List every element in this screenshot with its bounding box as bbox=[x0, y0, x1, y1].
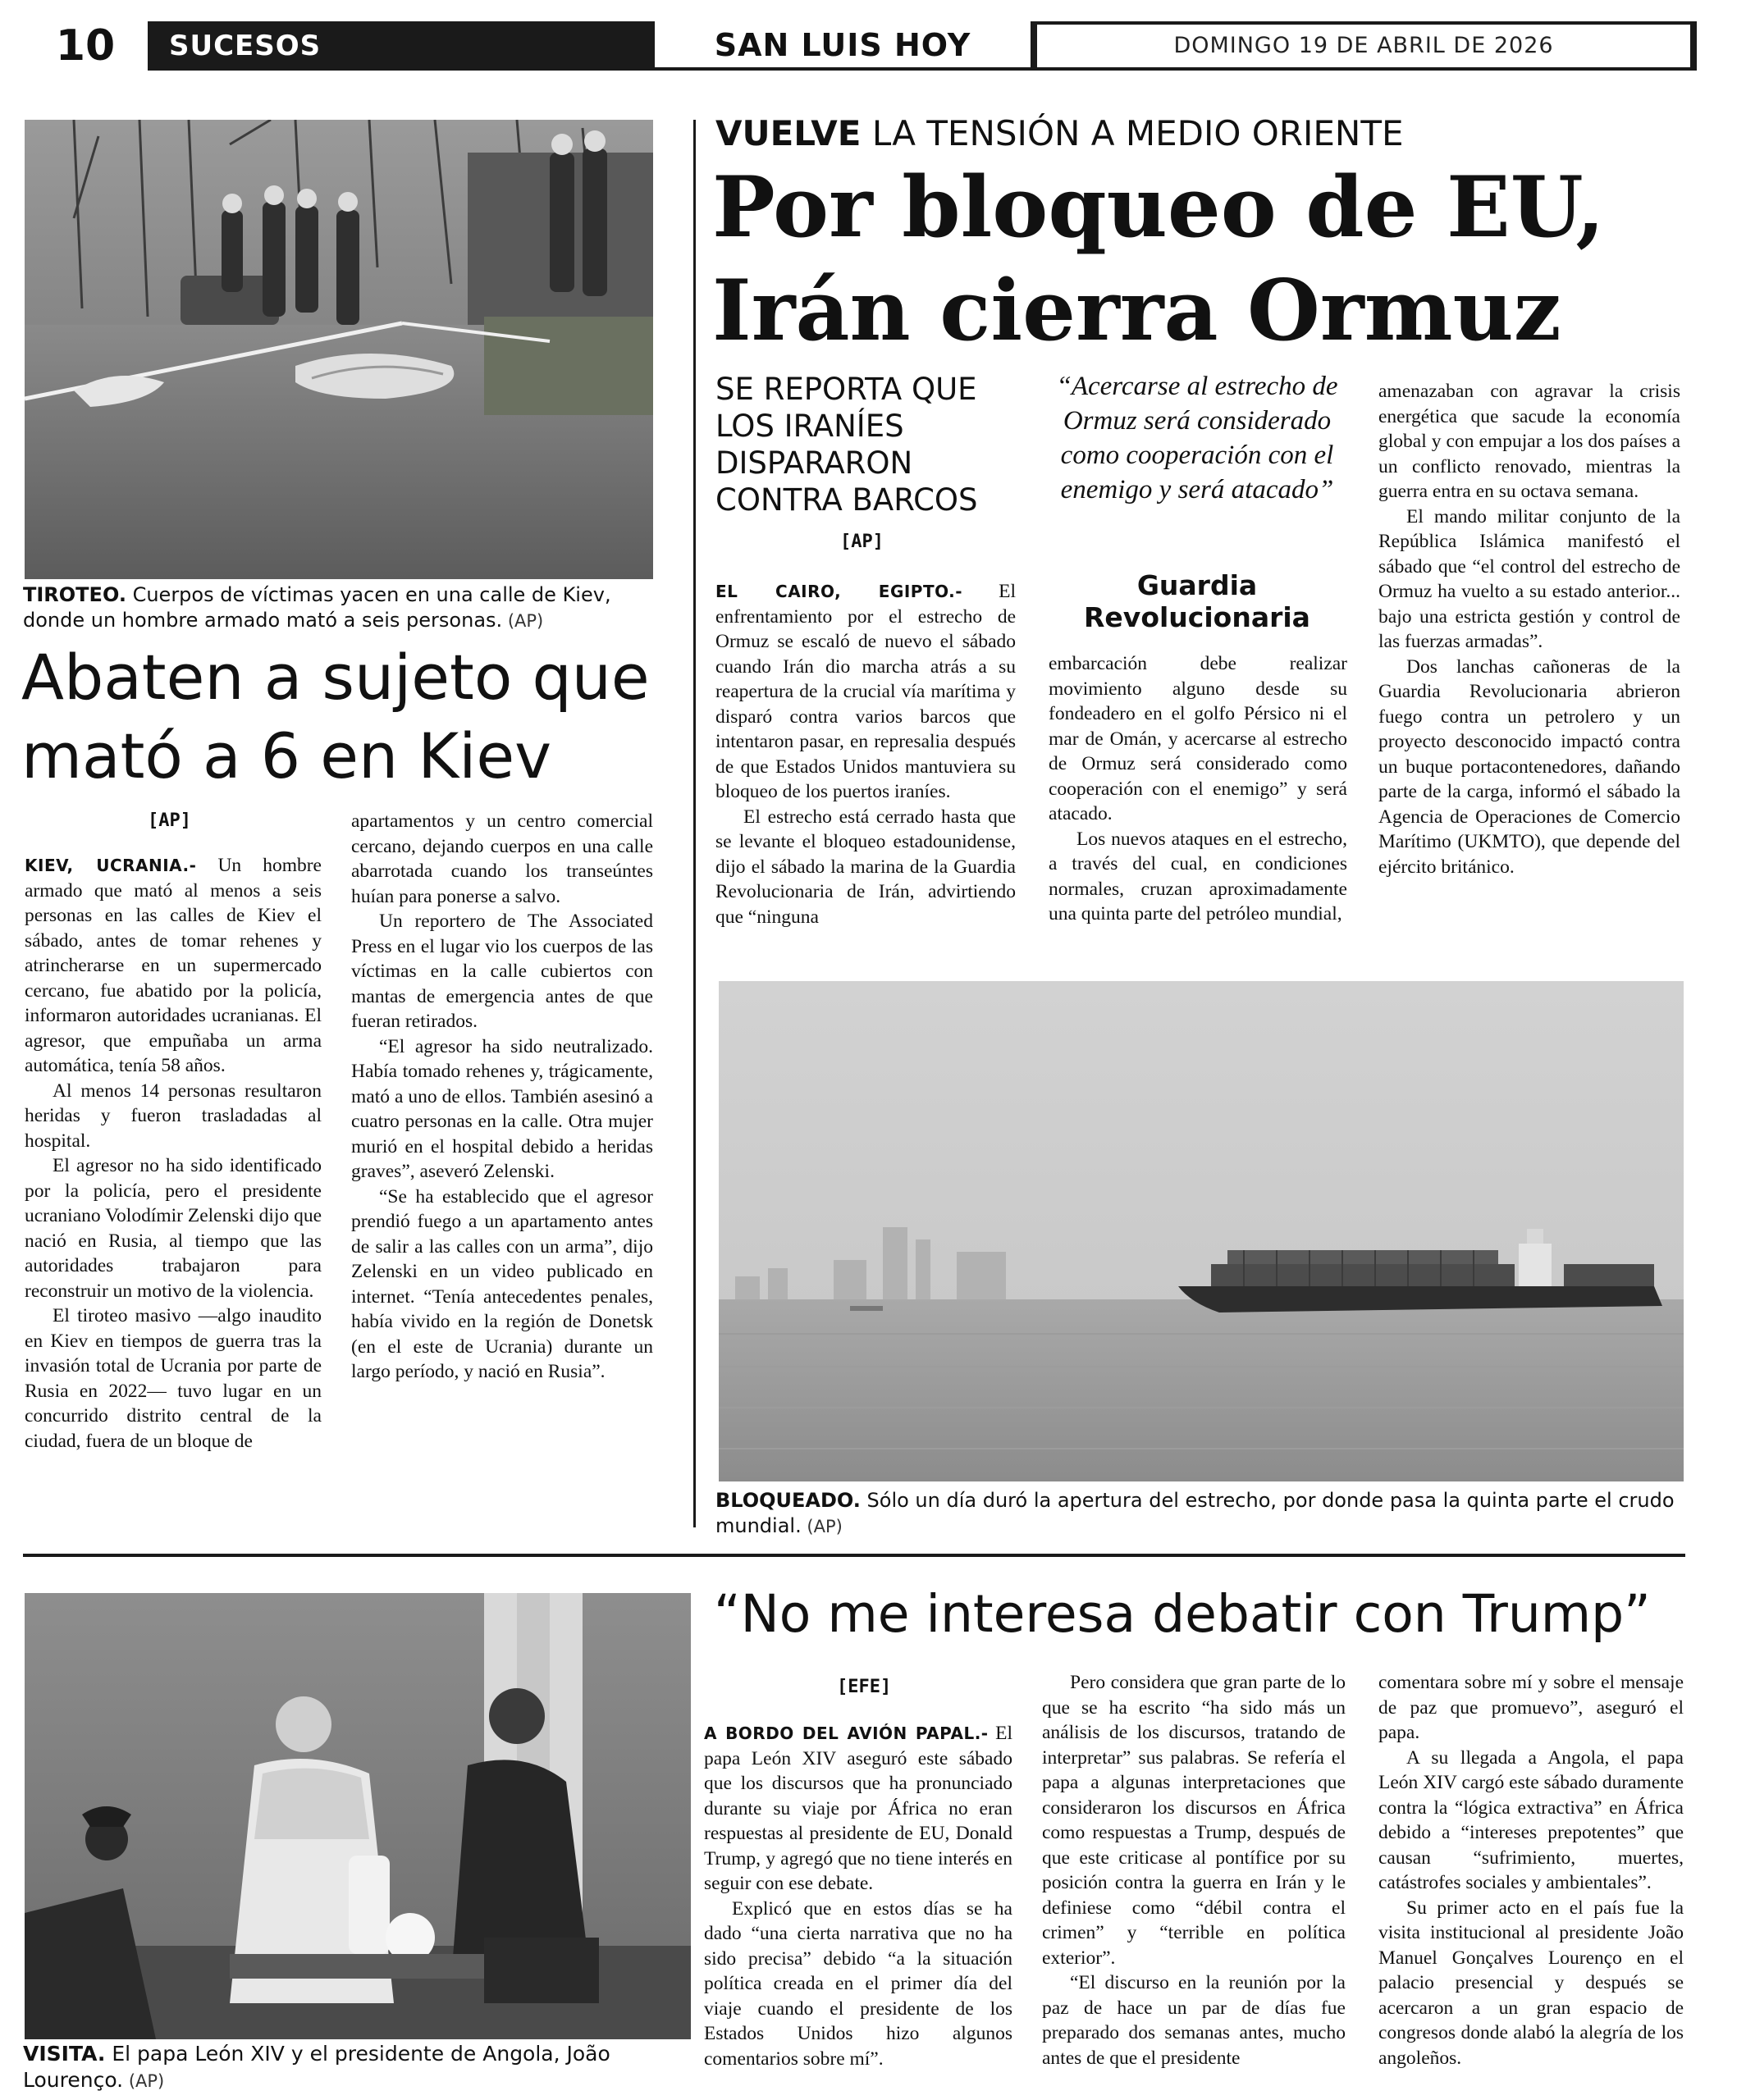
page-number: 10 bbox=[23, 21, 148, 71]
kiev-shooting-photo bbox=[25, 120, 653, 579]
caption-lead: TIROTEO. bbox=[23, 583, 126, 606]
pope-photo-caption bbox=[23, 2041, 673, 2094]
iran-paragraph: Dos lanchas cañoneras de la Guardia Revolucionaria abrieron fuego contra un petrolero y un proyecto desconocido impactó contra un buque portacontenedores, dañando parte de la carga, informó el sábado la Agencia de Operaciones de Comercio Marítimo (UKMTO), que depende del ejército británico. bbox=[1378, 655, 1680, 878]
iran-agency: [AP] bbox=[840, 532, 884, 552]
kiev-paragraph: Al menos 14 personas resultaron heridas y fueron trasladadas al hospital. bbox=[25, 1080, 322, 1152]
iran-paragraph: amenazaban con agravar la crisis energética que sacude la economía global y con empujar a los dos países a un conflicto renovado, mientras la guerra entra en su octava semana. bbox=[1378, 381, 1680, 502]
iran-paragraph: EL CAIRO, EGIPTO.- El enfrentamiento por el estrecho de Ormuz se escaló de nuevo el sábado cuando Irán dio marcha atrás a su reapertura de la crucial vía marítima y disparó contra varios barcos que intentaron pasar, en represalia después de que Estados Unidos mantuviera su bloqueo de los puertos iraníes. bbox=[715, 581, 1016, 802]
kicker-bold: VUELVE bbox=[715, 113, 862, 153]
column-divider bbox=[693, 120, 696, 1527]
kiev-paragraph: KIEV, UCRANIA.- Un hombre armado que mató al menos a seis personas en las calles de Kiev el sábado, antes de tomar rehenes y atrincherarse en un supermercado cercano, fue abatido por la policía, informaron autoridades ucranianas. El agresor, que empuñaba un arma automática, tenía 58 años. bbox=[25, 855, 322, 1076]
issue-date: DOMINGO 19 DE ABRIL DE 2026 bbox=[1173, 33, 1554, 58]
kiev-paragraph: El tiroteo masivo —algo inaudito en Kiev en tiempos de guerra tras la invasión total de Ucrania por parte de Rusia en 2022— tuvo lugar en un concurrido distrito central de la ciudad, fuera de un bloque de bbox=[25, 1305, 322, 1452]
caption-credit: (AP) bbox=[123, 2071, 165, 2091]
iran-column-2 bbox=[1049, 651, 1347, 927]
ship-photo-caption bbox=[715, 1488, 1684, 1540]
caption-text: El papa León XIV y el presidente de Angola, João Lourenço. bbox=[23, 2042, 610, 2092]
caption-text: Cuerpos de víctimas yacen en una calle de Kiev, donde un hombre armado mató a seis personas. bbox=[23, 583, 611, 632]
masthead-bar bbox=[23, 21, 1037, 71]
iran-subhead: SE REPORTA QUE LOS IRANÍES DISPARARON CONTRA BARCOS bbox=[715, 372, 978, 518]
iran-paragraph: Los nuevos ataques en el estrecho, a través del cual, en condiciones normales, cruzan aproximadamente una quinta parte del petróleo mundial, bbox=[1049, 828, 1347, 924]
pope-paragraph: Pero considera que gran parte de lo que se ha escrito “ha sido más un análisis de los discursos, tratando de interpretar” sus palabras. Se refería el papa a algunas interpretaciones que consideraron los discursos en África como respuestas a Trump, después de que este criticase al pontífice por su posición contra la guerra en Irán y le definiese como “débil contra el crimen” y “terrible en política exterior”. bbox=[1042, 1672, 1346, 1969]
iran-dateline: EL CAIRO, EGIPTO.- bbox=[715, 582, 963, 601]
pope-column-2 bbox=[1042, 1670, 1346, 2070]
newspaper-name: SAN LUIS HOY bbox=[655, 21, 1037, 71]
kiev-column-1 bbox=[25, 853, 322, 1454]
kiev-agency: [AP] bbox=[148, 810, 191, 831]
pope-column-1 bbox=[704, 1721, 1012, 2071]
iran-paragraph: El estrecho está cerrado hasta que se levante el bloqueo estadounidense, dijo el sábado la marina de la Guardia Revolucionaria de Irán, advirtiendo que “ninguna bbox=[715, 806, 1016, 928]
caption-text: Sólo un día duró la apertura del estrecho, por donde pasa la quinta parte el crudo mundial. bbox=[715, 1489, 1675, 1537]
masthead-date-box bbox=[1037, 21, 1697, 71]
section-name: SUCESOS bbox=[169, 30, 322, 62]
kiev-headline: Abaten a sujeto que mató a 6 en Kiev bbox=[21, 641, 650, 792]
pope-paragraph: Explicó que en estos días se ha dado “una cierta narrativa que no ha sido precisa” debido “a la situación política creada en el primer día del viaje cuando el presidente de los Estados Unidos hizo algunos comentarios sobre mí”. bbox=[704, 1897, 1012, 2070]
kiev-column-2 bbox=[351, 809, 653, 1385]
pope-visit-photo bbox=[25, 1593, 691, 2039]
cargo-ship-photo bbox=[719, 981, 1684, 1481]
caption-credit: (AP) bbox=[801, 1517, 843, 1536]
kiev-paragraph: “El agresor ha sido neutralizado. Había tomado rehenes y, trágicamente, mató a uno de ellos. También asesinó a cuatro personas en la calle. Otra mujer murió en el hospital debido a heridas graves”, aseveró Zelenski. bbox=[351, 1035, 653, 1182]
masthead bbox=[23, 21, 1697, 71]
pope-paragraph: A BORDO DEL AVIÓN PAPAL.- El papa León XIV aseguró este sábado que los discursos que ha pronunciado durante su viaje por África no eran respuestas al presidente de EU, Donald Trump, y agregó que no tiene interés en seguir con ese debate. bbox=[704, 1723, 1012, 1894]
kiev-paragraph: apartamentos y un centro comercial cercano, dejando cuerpos en una calle abarrotada cuando los transeúntes huían para ponerse a salvo. bbox=[351, 810, 653, 907]
kiev-dateline: KIEV, UCRANIA.- bbox=[25, 856, 197, 875]
iran-kicker bbox=[715, 113, 1404, 154]
iran-pull-quote: “Acercarse al estrecho de Ormuz será considerado como cooperación con el enemigo y será atacado” bbox=[1056, 372, 1338, 504]
iran-column-3 bbox=[1378, 379, 1680, 879]
kicker-rest: LA TENSIÓN A MEDIO ORIENTE bbox=[861, 113, 1404, 153]
iran-paragraph: El mando militar conjunto de la República Islámica manifestó el sábado que “el control del estrecho de Ormuz ha vuelto a su estado anterior... bajo una estricta gestión y control de las fuerzas armadas”. bbox=[1378, 505, 1680, 652]
caption-lead: VISITA. bbox=[23, 2042, 106, 2066]
iran-column-1 bbox=[715, 579, 1016, 929]
pope-paragraph: A su llegada a Angola, el papa León XIV cargó este sábado duramente contra la “lógica extractiva” en África debido a “intereses prepotentes” que causan “sufrimiento, muertes, catástrofes sociales y ambientales”. bbox=[1378, 1746, 1684, 1893]
pope-column-3 bbox=[1378, 1670, 1684, 2070]
pope-paragraph: Su primer acto en el país fue la visita institucional al presidente João Manuel Gonçalves Lourenço en el palacio presencial y después se acercaron a un gran espacio de congresos donde alabó la alegría de los angoleños. bbox=[1378, 1897, 1684, 2069]
kiev-paragraph: El agresor no ha sido identificado por la policía, pero el presidente ucraniano Volodímir Zelenski dijo que nació en Rusia, al tiempo que las autoridades trabajaron para reconstruir un motivo de la violencia. bbox=[25, 1155, 322, 1302]
pope-paragraph: “El discurso en la reunión por la paz de hace un par de días fue preparado dos semanas antes, mucho antes de que el presidente bbox=[1042, 1972, 1346, 2069]
kiev-photo-caption bbox=[23, 582, 655, 634]
pope-headline: “No me interesa debatir con Trump” bbox=[714, 1584, 1651, 1644]
iran-headline: Por bloqueo de EU, Irán cierra Ormuz bbox=[712, 158, 1605, 360]
caption-lead: BLOQUEADO. bbox=[715, 1489, 861, 1512]
iran-paragraph: embarcación debe realizar movimiento alguno desde su fondeadero en el golfo Pérsico ni el mar de Omán, y acercarse al estrecho de Ormuz será considerado como cooperación con el enemigo” y será atacado. bbox=[1049, 653, 1347, 824]
pope-agency: [EFE] bbox=[837, 1677, 892, 1697]
caption-credit: (AP) bbox=[502, 611, 544, 631]
kiev-paragraph: “Se ha establecido que el agresor prendió fuego a un apartamento antes de salir a las calles con un arma”, dijo Zelenski en un video publicado en internet. “Tenía antecedentes penales, había vivido en la región de Donetsk (en el este de Ucrania) durante un largo período, y nació en Rusia”. bbox=[351, 1185, 653, 1382]
kiev-paragraph: Un reportero de The Associated Press en el lugar vio los cuerpos de las víctimas en la calle cubiertos con mantas de emergencia antes de que fueran retirados. bbox=[351, 911, 653, 1032]
section-divider bbox=[23, 1554, 1685, 1557]
iran-pull-attribution: Guardia Revolucionaria bbox=[1084, 569, 1310, 633]
pope-dateline: A BORDO DEL AVIÓN PAPAL.- bbox=[704, 1723, 989, 1743]
pope-paragraph: comentara sobre mí y sobre el mensaje de paz que promuevo”, aseguró el papa. bbox=[1378, 1672, 1684, 1743]
